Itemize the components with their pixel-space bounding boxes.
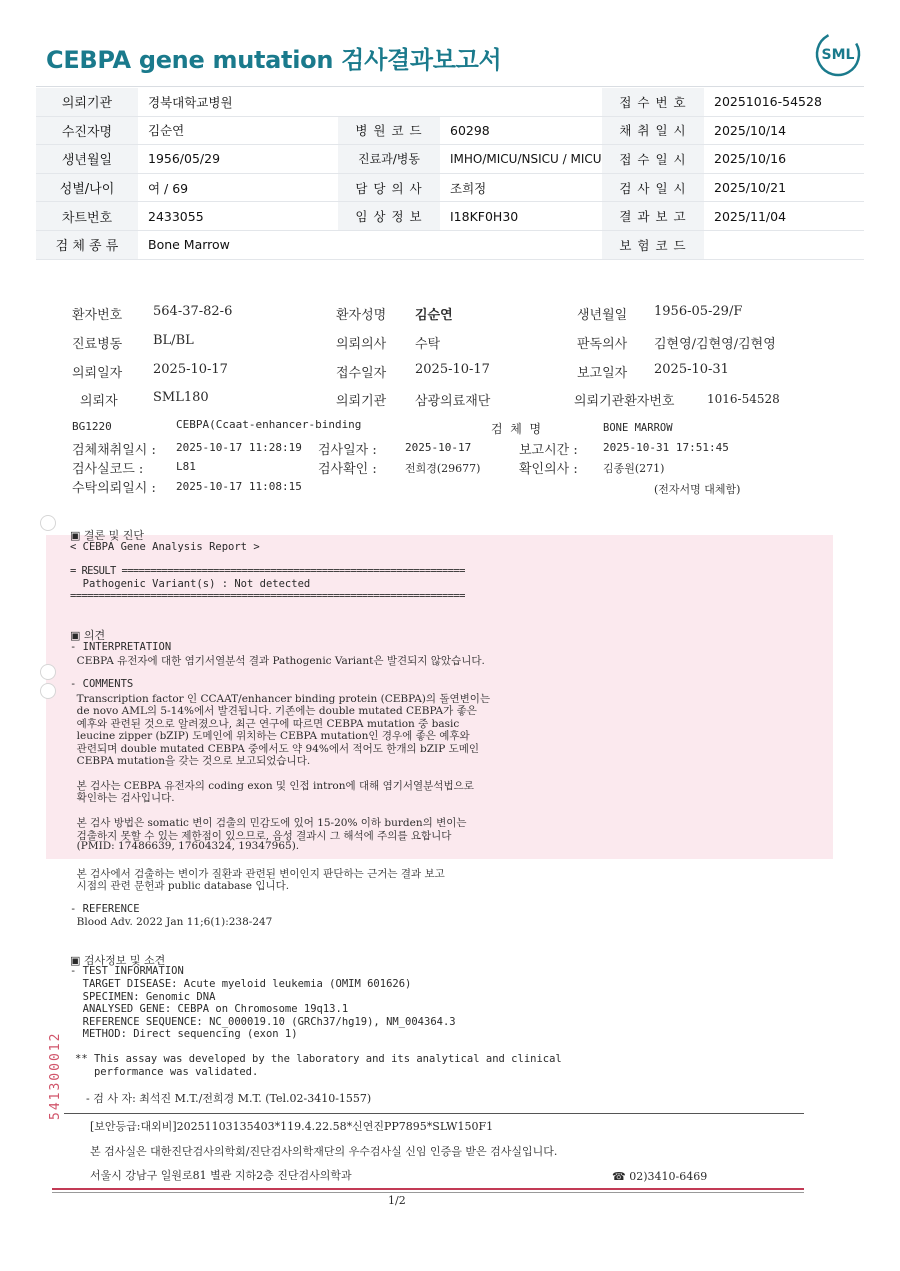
report-line: performance was validated. xyxy=(75,1066,259,1078)
report-line: - INTERPRETATION xyxy=(70,641,172,653)
scan-label: 보고일자 xyxy=(577,366,628,381)
report-line: < CEBPA Gene Analysis Report > xyxy=(70,541,260,553)
info-label: 병 원 코 드 xyxy=(338,116,440,145)
scan-label: 의뢰기관 xyxy=(336,394,387,409)
report-line: SPECIMEN: Genomic DNA xyxy=(70,991,216,1003)
red-divider xyxy=(52,1188,804,1190)
scan-value: 564-37-82-6 xyxy=(153,304,233,319)
report-line: de novo AML의 5-14%에서 발견됩니다. 기존에는 double mutated CEBPA가 좋은 xyxy=(70,705,477,717)
report-line: METHOD: Direct sequencing (exon 1) xyxy=(70,1028,298,1040)
info-value: 경북대학교병원 xyxy=(138,88,338,116)
info-label: 담 당 의 사 xyxy=(338,173,440,202)
scan-label: 환자번호 xyxy=(72,308,123,323)
info-label: 생년월일 xyxy=(36,145,138,174)
scan-label: 검사실코드 : xyxy=(72,462,144,477)
scan-value: 삼광의료재단 xyxy=(415,394,491,409)
result-line: Pathogenic Variant(s) : Not detected xyxy=(70,578,311,590)
report-line: CEBPA mutation을 갖는 것으로 보고되었습니다. xyxy=(70,755,311,767)
info-label: 결 과 보 고 xyxy=(602,202,704,231)
side-serial-number: 541300012 xyxy=(48,1031,63,1120)
punch-hole xyxy=(40,515,56,531)
scan-value: 2025-10-17 xyxy=(153,362,228,377)
info-label: 접 수 번 호 xyxy=(602,88,704,116)
scan-label: 검사일자 : xyxy=(318,443,377,458)
scan-value: 김종원(271) xyxy=(603,462,665,475)
section-heading: ▣ 검사정보 및 소견 xyxy=(70,954,166,967)
report-line: 시점의 관련 문헌과 public database 입니다. xyxy=(70,880,290,892)
security-line: [보안등급:대외비]20251103135403*119.4.22.58*신연진PP7895*SLW150F1 xyxy=(90,1120,494,1133)
report-line: - COMMENTS xyxy=(70,678,134,690)
report-line: - REFERENCE xyxy=(70,903,140,915)
page-title: CEBPA gene mutation 검사결과보고서 xyxy=(46,46,502,74)
info-value: 2025/10/16 xyxy=(704,145,864,174)
report-line: 본 검사에서 검출하는 변이가 질환과 관련된 변이인지 판단하는 근거는 결과 보고 xyxy=(70,868,445,880)
info-label: 검 사 일 시 xyxy=(602,173,704,202)
scan-value: SML180 xyxy=(153,390,209,405)
scan-value: 1956-05-29/F xyxy=(654,304,743,319)
info-label: 성별/나이 xyxy=(36,173,138,202)
info-label: 진료과/병동 xyxy=(338,145,440,174)
esign-note: (전자서명 대체함) xyxy=(654,483,741,496)
info-value: I18KF0H30 xyxy=(440,202,602,231)
report-line: 본 검사 방법은 somatic 변이 검출의 민감도에 있어 15-20% 이하 burden의 변이는 xyxy=(70,817,467,829)
info-label: 수진자명 xyxy=(36,116,138,145)
report-line: ===================================================================== xyxy=(70,590,465,602)
report-line: 관련되며 double mutated CEBPA 중에서도 약 94%에서 적어도 한개의 bZIP 도메인 xyxy=(70,743,480,755)
scan-label: 접수일자 xyxy=(336,366,387,381)
phone-line: ☎ 02)3410-6469 xyxy=(612,1170,708,1183)
scan-value: 2025-10-17 xyxy=(415,362,490,377)
info-label: 차트번호 xyxy=(36,202,138,231)
scan-value: L81 xyxy=(176,460,196,473)
scan-label: 보고시간 : xyxy=(519,443,578,458)
scan-label: 검사확인 : xyxy=(318,462,377,477)
info-value: IMHO/MICU/NSICU / MICU xyxy=(440,145,602,174)
report-line: (PMID: 17486639, 17604324, 19347965). xyxy=(70,840,300,852)
section-heading: ▣ 의견 xyxy=(70,629,106,642)
info-value: 2025/10/21 xyxy=(704,173,864,202)
info-value: 2025/11/04 xyxy=(704,202,864,231)
scan-label: 환자성명 xyxy=(336,308,387,323)
scan-label: 확인의사 : xyxy=(519,462,578,477)
scan-label: 판독의사 xyxy=(577,337,628,352)
report-line: 예후와 관련된 것으로 알려졌으나, 최근 연구에 따르면 CEBPA mutation 중 basic xyxy=(70,718,460,730)
certification-line: 본 검사실은 대한진단검사의학회/진단검사의학재단의 우수검사실 신임 인증을 받은 검사실입니다. xyxy=(90,1145,558,1158)
test-code: BG1220 xyxy=(72,420,112,433)
report-line: Transcription factor 인 CCAAT/enhancer binding protein (CEBPA)의 돌연변이는 xyxy=(70,693,491,705)
info-label: 채 취 일 시 xyxy=(602,116,704,145)
report-line: 본 검사는 CEBPA 유전자의 coding exon 및 인접 intron에 대해 염기서열분석법으로 xyxy=(70,780,474,792)
report-line: 확인하는 검사입니다. xyxy=(70,792,175,804)
scan-value: BL/BL xyxy=(153,333,194,348)
info-value: 김순연 xyxy=(138,116,338,145)
report-line: CEBPA 유전자에 대한 염기서열분석 결과 Pathogenic Variant은 발견되지 않았습니다. xyxy=(70,655,485,667)
scan-value: 수탁 xyxy=(415,337,441,352)
divider xyxy=(52,1192,804,1193)
scan-value: 2025-10-17 xyxy=(405,441,472,454)
logo-text: SML xyxy=(821,47,855,63)
punch-hole xyxy=(40,683,56,699)
scan-value: 2025-10-17 11:28:19 xyxy=(176,441,302,454)
scan-label: 검 체 명 xyxy=(491,422,542,436)
report-line: ANALYSED GENE: CEBPA on Chromosome 19q13.1 xyxy=(70,1003,349,1015)
report-line: Blood Adv. 2022 Jan 11;6(1):238-247 xyxy=(70,916,273,928)
test-name: CEBPA(Ccaat-enhancer-binding xyxy=(176,418,362,431)
info-value: 60298 xyxy=(440,116,602,145)
scan-label: 수탁의뢰일시 : xyxy=(72,481,156,496)
scan-label: 진료병동 xyxy=(72,337,123,352)
scan-value: 김순연 xyxy=(415,308,453,323)
address-line: 서울시 강남구 일원로81 별관 지하2층 진단검사의학과 xyxy=(90,1169,352,1182)
scan-value: 전희경(29677) xyxy=(405,462,481,475)
info-label: 보 험 코 드 xyxy=(602,230,704,259)
report-line: leucine zipper (bZIP) 도메인에 위치하는 CEBPA mutation인 경우에 좋은 예후와 xyxy=(70,730,470,742)
report-line: = RESULT ============================================================ xyxy=(70,565,465,577)
info-value: 20251016-54528 xyxy=(704,88,864,116)
info-label: 임 상 정 보 xyxy=(338,202,440,231)
scan-label: 검체채취일시 : xyxy=(72,443,156,458)
scan-value: BONE MARROW xyxy=(603,422,673,434)
report-line: ** This assay was developed by the laboratory and its analytical and clinical xyxy=(75,1053,562,1065)
scan-value: 2025-10-31 17:51:45 xyxy=(603,441,729,454)
scan-value: 2025-10-31 xyxy=(654,362,729,377)
report-line: REFERENCE SEQUENCE: NC_000019.10 (GRCh37/hg19), NM_004364.3 xyxy=(70,1016,456,1028)
scan-label: 생년월일 xyxy=(577,308,628,323)
report-line: 검출하지 못할 수 있는 제한점이 있으므로, 음성 결과시 그 해석에 주의를 요합니다 xyxy=(70,830,452,842)
tester-line: - 검 사 자: 최석진 M.T./전희경 M.T. (Tel.02-3410-1557) xyxy=(86,1092,372,1105)
info-label: 접 수 일 시 xyxy=(602,145,704,174)
info-label: 검 체 종 류 xyxy=(36,230,138,259)
scan-value: 1016-54528 xyxy=(707,392,780,406)
scan-label: 의뢰자 xyxy=(80,394,118,409)
punch-hole xyxy=(40,664,56,680)
scan-label: 의뢰일자 xyxy=(72,366,123,381)
report-line: TARGET DISEASE: Acute myeloid leukemia (OMIM 601626) xyxy=(70,978,412,990)
info-value: Bone Marrow xyxy=(138,230,338,259)
info-value: 조희정 xyxy=(440,173,602,202)
scan-value: 2025-10-17 11:08:15 xyxy=(176,480,302,493)
scan-label: 의뢰기관환자번호 xyxy=(574,394,675,409)
info-value: 여 / 69 xyxy=(138,173,338,202)
scan-label: 의뢰의사 xyxy=(336,337,387,352)
info-value: 1956/05/29 xyxy=(138,145,338,174)
scan-value: 김현영/김현영/김현영 xyxy=(654,337,776,352)
page-number: 1/2 xyxy=(388,1194,406,1207)
info-value: 2433055 xyxy=(138,202,338,231)
info-label: 의뢰기관 xyxy=(36,88,138,116)
report-line: - TEST INFORMATION xyxy=(70,965,184,977)
section-heading: ▣ 결론 및 진단 xyxy=(70,529,145,542)
info-value: 2025/10/14 xyxy=(704,116,864,145)
divider xyxy=(64,1113,804,1114)
